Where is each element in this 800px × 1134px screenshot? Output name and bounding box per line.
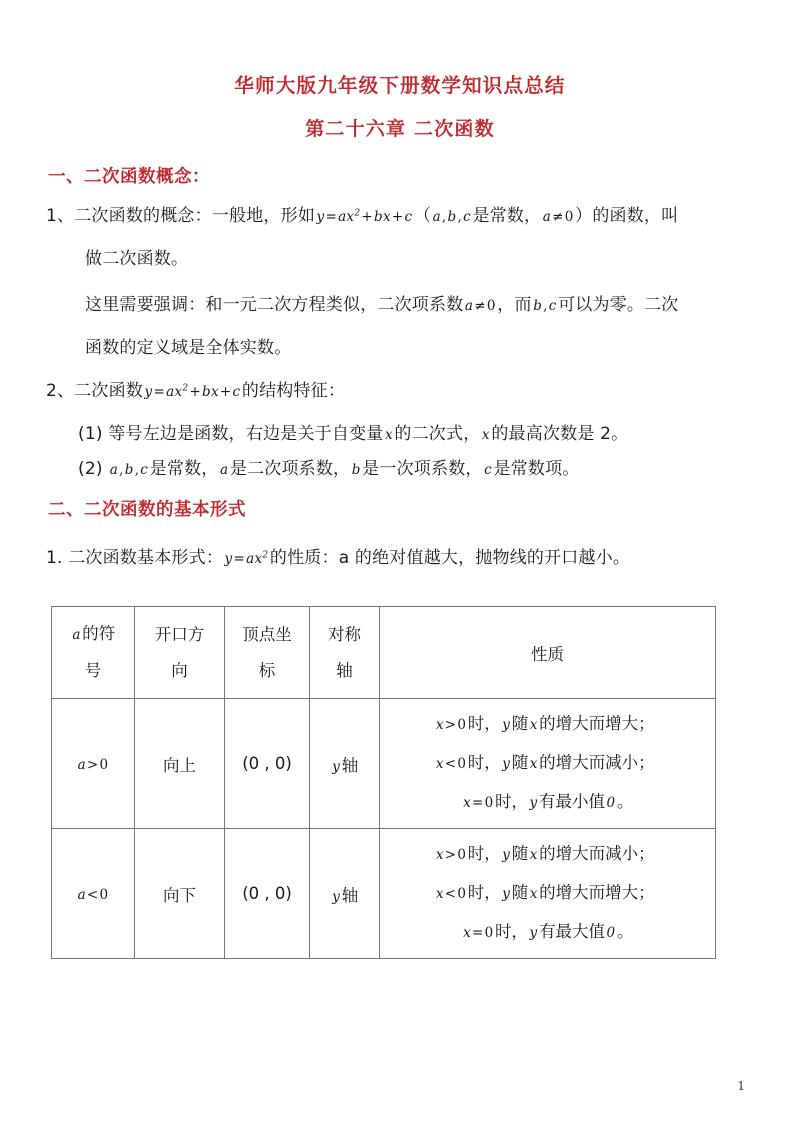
math-variable-x: x bbox=[481, 427, 490, 443]
paragraph-line-basic-form bbox=[46, 550, 630, 567]
paragraph-line-concept-4: 函数的定义域是全体实数。 bbox=[85, 338, 292, 358]
page-number: 1 bbox=[737, 1079, 745, 1093]
paragraph-line-structure-1 bbox=[46, 383, 345, 400]
math-value-zero: 0 bbox=[606, 925, 616, 941]
text-fragment: 的结构特征： bbox=[241, 381, 346, 401]
math-condition: x>0 bbox=[435, 847, 467, 863]
header-text: 标 bbox=[258, 660, 276, 680]
paragraph-line-structure-sub1 bbox=[78, 426, 628, 443]
header-text: 的符 bbox=[82, 624, 116, 643]
cell-opening-direction: 向上 bbox=[135, 699, 225, 829]
section-heading-concept: 一、二次函数概念： bbox=[48, 167, 210, 187]
cell-sign-of-a bbox=[52, 699, 135, 829]
math-value-zero: 0 bbox=[606, 795, 616, 811]
text-fragment: 的增大而增大； bbox=[539, 883, 655, 902]
cell-axis-of-symmetry bbox=[310, 699, 380, 829]
math-variable-y: y bbox=[502, 756, 511, 772]
text-fragment: ）的函数，叫 bbox=[575, 206, 679, 226]
header-text: 号 bbox=[84, 661, 102, 680]
properties-table bbox=[51, 606, 716, 959]
math-formula-quadratic: $y=ax^2+bx+c$ bbox=[316, 208, 413, 225]
cell-properties bbox=[380, 829, 716, 959]
section-heading-basic-form: 二、二次函数的基本形式 bbox=[48, 500, 246, 520]
text-fragment: 是常数项。 bbox=[493, 459, 580, 479]
document-title: 华师大版九年级下册数学知识点总结 bbox=[234, 74, 566, 97]
property-line bbox=[380, 705, 715, 744]
paragraph-line-concept-3 bbox=[85, 297, 679, 314]
table-header-properties bbox=[380, 607, 716, 699]
document-subtitle: 第二十六章 二次函数 bbox=[305, 118, 495, 140]
property-line bbox=[380, 744, 715, 783]
math-variable-a: a bbox=[219, 462, 229, 478]
header-text: 向 bbox=[171, 660, 188, 680]
math-constants-bc: b,c bbox=[533, 298, 557, 314]
text-fragment: 的增大而减小； bbox=[539, 844, 655, 863]
text-fragment: 的性质：a 的绝对值越大，抛物线的开口越小。 bbox=[269, 548, 631, 568]
math-condition: x>0 bbox=[435, 717, 467, 733]
text-fragment: 的最高次数是 2。 bbox=[491, 424, 629, 444]
math-variable-y: y bbox=[332, 888, 341, 905]
text-fragment: 是二次项系数， bbox=[229, 459, 351, 479]
text-fragment: 的二次式， bbox=[394, 424, 481, 444]
math-condition: x=0 bbox=[463, 925, 494, 941]
text-fragment: 2、二次函数 bbox=[46, 381, 144, 401]
math-formula-ax2: $y=ax^2$ bbox=[224, 550, 269, 567]
math-variable-y: y bbox=[502, 717, 511, 733]
property-list bbox=[380, 699, 715, 828]
text-fragment: 这里需要强调：和一元二次方程类似，二次项系数 bbox=[85, 295, 464, 315]
text-fragment: 的增大而减小； bbox=[539, 753, 655, 772]
header-text: 开口方 bbox=[154, 624, 205, 644]
text-fragment: 随 bbox=[511, 714, 529, 733]
header-text: 顶点坐 bbox=[242, 624, 292, 644]
property-line bbox=[380, 913, 715, 952]
math-variable-x: x bbox=[529, 756, 538, 772]
math-variable-x: x bbox=[384, 427, 393, 443]
math-variable-a: a bbox=[72, 627, 81, 643]
text-fragment: 有最大值 bbox=[538, 922, 605, 941]
math-variable-y: y bbox=[502, 886, 511, 902]
math-condition-a-ne-0: a≠0 bbox=[542, 209, 574, 225]
table-header-opening-direction bbox=[135, 607, 225, 699]
text-fragment: 时， bbox=[495, 792, 529, 811]
paragraph-line-concept-1 bbox=[46, 208, 678, 225]
header-text: 对称 bbox=[328, 624, 361, 644]
text-fragment: (1) 等号左边是函数，右边是关于自变量 bbox=[78, 424, 384, 444]
text-fragment: 。 bbox=[616, 792, 634, 811]
cell-vertex-coordinates bbox=[225, 829, 310, 959]
math-condition: x=0 bbox=[463, 795, 494, 811]
property-line bbox=[380, 874, 715, 913]
math-variable-x: x bbox=[529, 717, 538, 733]
text-fragment: 时， bbox=[467, 714, 501, 733]
paragraph-line-structure-sub2 bbox=[78, 461, 579, 478]
text-fragment: 1、二次函数的概念：一般地，形如 bbox=[46, 206, 316, 226]
math-condition-a-ne-0: a≠0 bbox=[464, 298, 496, 314]
math-a-greater-0: a>0 bbox=[77, 757, 109, 773]
cell-vertex-coordinates bbox=[225, 699, 310, 829]
table-header-row bbox=[52, 607, 716, 699]
coordinate-text: (0 , 0) bbox=[242, 754, 292, 773]
text-fragment: 是常数， bbox=[149, 459, 219, 479]
header-text: 性质 bbox=[531, 644, 564, 664]
text-fragment: 随 bbox=[511, 753, 529, 772]
math-variable-y: y bbox=[502, 847, 511, 863]
table-row bbox=[52, 699, 716, 829]
table-header-sign-of-a bbox=[52, 607, 135, 699]
header-text: 轴 bbox=[336, 660, 353, 680]
property-list bbox=[380, 829, 715, 958]
text-fragment: 是常数， bbox=[472, 206, 542, 226]
table-header-vertex-coordinates bbox=[225, 607, 310, 699]
math-variable-y: y bbox=[332, 758, 341, 775]
math-constants-abc: a,b,c bbox=[109, 462, 149, 478]
text-fragment: (2) bbox=[78, 459, 103, 479]
math-variable-y: y bbox=[529, 795, 538, 811]
math-variable-x: x bbox=[529, 886, 538, 902]
cell-axis-of-symmetry bbox=[310, 829, 380, 959]
text-fragment: 时， bbox=[467, 844, 501, 863]
text-fragment: ，而 bbox=[497, 295, 532, 315]
text-fragment: 1. 二次函数基本形式： bbox=[46, 548, 224, 568]
text-fragment: 随 bbox=[511, 883, 529, 902]
text-fragment: 随 bbox=[511, 844, 529, 863]
math-variable-c: c bbox=[484, 462, 492, 478]
cell-opening-direction: 向下 bbox=[135, 829, 225, 959]
cell-sign-of-a bbox=[52, 829, 135, 959]
paragraph-line-concept-2: 做二次函数。 bbox=[85, 249, 189, 269]
text-fragment: 有最小值 bbox=[538, 792, 605, 811]
math-variable-y: y bbox=[529, 925, 538, 941]
text-fragment: 时， bbox=[467, 753, 501, 772]
property-line bbox=[380, 835, 715, 874]
text-fragment: （ bbox=[413, 206, 432, 226]
math-condition: x<0 bbox=[435, 886, 467, 902]
text-fragment: 的增大而增大； bbox=[539, 714, 655, 733]
axis-label: 轴 bbox=[341, 885, 359, 905]
table-header-axis-of-symmetry bbox=[310, 607, 380, 699]
math-a-less-0: a<0 bbox=[77, 887, 109, 903]
text-fragment: 。 bbox=[616, 922, 634, 941]
text-fragment: 是一次项系数， bbox=[362, 459, 483, 479]
math-constants-abc: a,b,c bbox=[432, 209, 471, 225]
table-row bbox=[52, 829, 716, 959]
coordinate-text: (0 , 0) bbox=[242, 884, 292, 903]
math-formula-quadratic: $y=ax^2+bx+c$ bbox=[144, 383, 241, 400]
math-variable-b: b bbox=[351, 462, 361, 478]
text-fragment: 时， bbox=[467, 883, 501, 902]
axis-label: 轴 bbox=[341, 755, 359, 775]
text-fragment: 可以为零。二次 bbox=[558, 295, 679, 315]
math-condition: x<0 bbox=[435, 756, 467, 772]
property-line bbox=[380, 783, 715, 822]
text-fragment: 时， bbox=[495, 922, 529, 941]
math-variable-x: x bbox=[529, 847, 538, 863]
cell-properties bbox=[380, 699, 716, 829]
